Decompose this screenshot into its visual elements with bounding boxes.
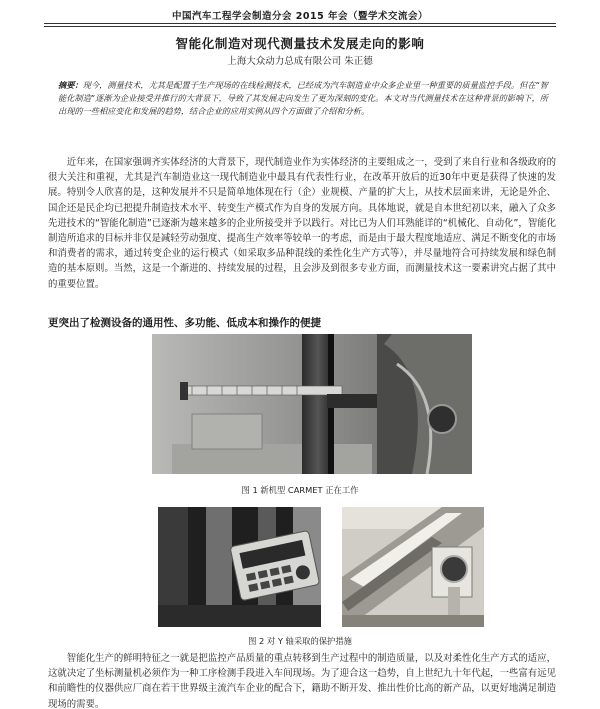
figure-1-caption: 图 1 新机型 CARMET 正在工作: [241, 485, 359, 495]
body-paragraph-1: 近年来，在国家强调齐实体经济的大背景下，现代制造业作为实体经济的主要组成之一，受到了来自行业和各级政府的很大关注和重视，尤其是汽车制造业这一现代制造业中最具有代表性行业，在改革开放后的近30年中更是获得了快速的发展。特别令人欣喜的是，这种发展并不只是简单地体现在行（企）业规模、产量的扩大上，从技术层面来讲，无论是外企、国企还是民企均已把提升制造技术水平、转变生产模式作为自身的发展方向。具体地说，就是自本世纪初以来，融入了众多先进技术的“智能化制造”已逐渐为越来越多的企业所接受并予以践行。对比已为人们耳熟能详的“机械化、自动化”，智能化制造所追求的目标并非仅是减轻劳动强度、提高生产效率等较单一的考虑，而是由于最大程度地适应、满足不断变化的市场和消费者的需求，通过转变企业的运行模式（如采取多品种混线的柔性化生产方式等），并尽量地符合可持续发展和绿色制造的基本原则。当然，这是一个渐进的、持续发展的过程，且会涉及到很多专业方面，而测量技术这一要素讲究占据了其中的重要位置。: [48, 157, 556, 290]
figure-2-left-photo: [158, 507, 321, 627]
section-heading: 更突出了检测设备的通用性、多功能、低成本和操作的便捷: [48, 317, 321, 329]
article-title: 智能化制造对现代测量技术发展走向的影响: [175, 36, 425, 51]
figure-2-right-photo: [342, 507, 484, 627]
figure-1-photo: [152, 334, 472, 474]
abstract-text: 现今，测量技术，尤其是配置于生产现场的在线检测技术，已经成为汽车制造业中众多企业里一种重要的质量监控手段。但在“智能化制造”逐渐为企业接受并推行的大背景下，导致了其发展走向发生了更为深刻的变化。本文对当代测量技术在这种背景的影响下，所出现的一些相应变化和发展的趋势，结合企业的应用实例从四个方面做了介绍和分析。: [58, 80, 548, 116]
header-rule-bottom: [44, 26, 556, 27]
figure-2-caption: 图 2 对 Y 轴采取的保护措施: [248, 636, 352, 646]
article-affiliation: 上海大众动力总成有限公司 朱正德: [227, 56, 373, 67]
header-rule-top: [44, 23, 556, 24]
body-paragraph-2: 智能化生产的鲜明特征之一就是把监控产品质量的重点转移到生产过程中的制造质量，以及对柔性化生产方式的适应，这就决定了坐标测量机必须作为一种工序检测手段进入车间现场。为了迎合这一趋势，自上世纪九十年代起，一些富有远见和前瞻性的仪器供应厂商在若干世界级主流汽车企业的配合下，籍助不断开发、推出性价比高的新产品，以更好地满足制造现场的需要。: [48, 653, 556, 709]
running-header: 中国汽车工程学会制造分会 2015 年会（暨学术交流会）: [171, 11, 429, 22]
abstract-label: 摘要：: [58, 80, 83, 90]
abstract: [58, 79, 548, 118]
